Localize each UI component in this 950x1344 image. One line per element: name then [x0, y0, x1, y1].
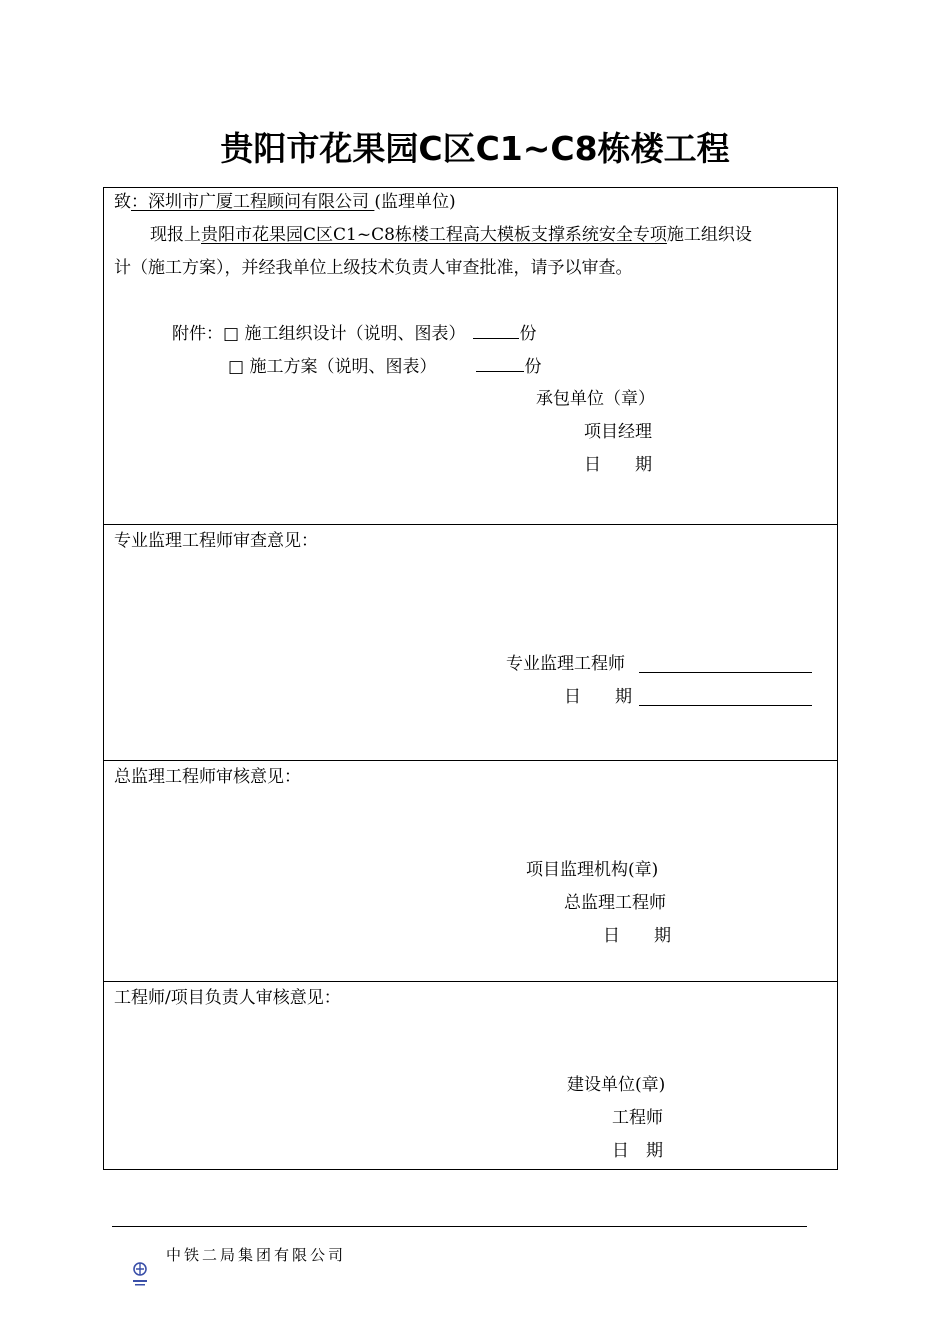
report-line-2: 计（施工方案），并经我单位上级技术负责人审查批准，请予以审查。: [114, 258, 633, 278]
approval-form-table: [103, 187, 838, 1170]
divider: [104, 981, 837, 982]
section3-date: 日 期: [603, 926, 671, 946]
owner-seal: 建设单位(章): [567, 1075, 666, 1095]
to-prefix: 致: [114, 192, 131, 212]
report-rest: 施工组织设: [666, 225, 752, 245]
owner-opinion-heading: 工程师/项目负责人审核意见：: [114, 988, 341, 1008]
company-name: 中铁二局集团有限公司: [166, 1246, 347, 1264]
chief-engineer-label: 总监理工程师: [564, 893, 666, 913]
footer-divider: [112, 1226, 807, 1227]
section1-date: 日 期: [584, 455, 652, 475]
supervisor-org: ：深圳市广厦工程顾问有限公司: [131, 192, 369, 212]
attachment-label: 附件：: [172, 324, 223, 344]
attachment-line-2: [228, 354, 541, 379]
design-unit: 份: [519, 324, 537, 344]
section4-date: 日 期: [612, 1141, 663, 1161]
addressee-line: [114, 190, 456, 214]
report-project: 贵阳市花果园C区C1~C8栋楼工程高大模板支撑系统安全专项: [201, 225, 667, 245]
report-prefix: 现报上: [150, 225, 201, 245]
design-copies-blank[interactable]: [473, 321, 519, 339]
crcc-logo-icon: [130, 1260, 150, 1288]
report-line-1: [150, 223, 752, 247]
plan-copies-blank[interactable]: [476, 354, 524, 372]
project-manager: 项目经理: [584, 422, 652, 442]
supervisor-suffix: (监理单位): [374, 192, 456, 212]
chief-opinion-heading: 总监理工程师审核意见：: [114, 767, 301, 787]
attachment-plan: □ 施工方案（说明、图表）: [228, 357, 437, 377]
contractor-seal: 承包单位（章）: [536, 389, 655, 409]
section2-date-line[interactable]: [639, 705, 812, 706]
divider: [104, 760, 837, 761]
attachment-line-1: [172, 321, 536, 346]
specialist-opinion-heading: 专业监理工程师审查意见：: [114, 531, 318, 551]
attachment-design: □ 施工组织设计（说明、图表）: [223, 324, 466, 344]
section2-date-label: 日 期: [564, 687, 632, 707]
owner-engineer-label: 工程师: [612, 1108, 663, 1128]
specialist-signature-line[interactable]: [639, 672, 812, 673]
specialist-engineer-label: 专业监理工程师: [506, 654, 625, 674]
page-title: 贵阳市花果园C区C1~C8栋楼工程: [220, 129, 730, 168]
plan-unit: 份: [524, 357, 542, 377]
divider: [104, 524, 837, 525]
supervision-agency-seal: 项目监理机构(章): [526, 860, 659, 880]
